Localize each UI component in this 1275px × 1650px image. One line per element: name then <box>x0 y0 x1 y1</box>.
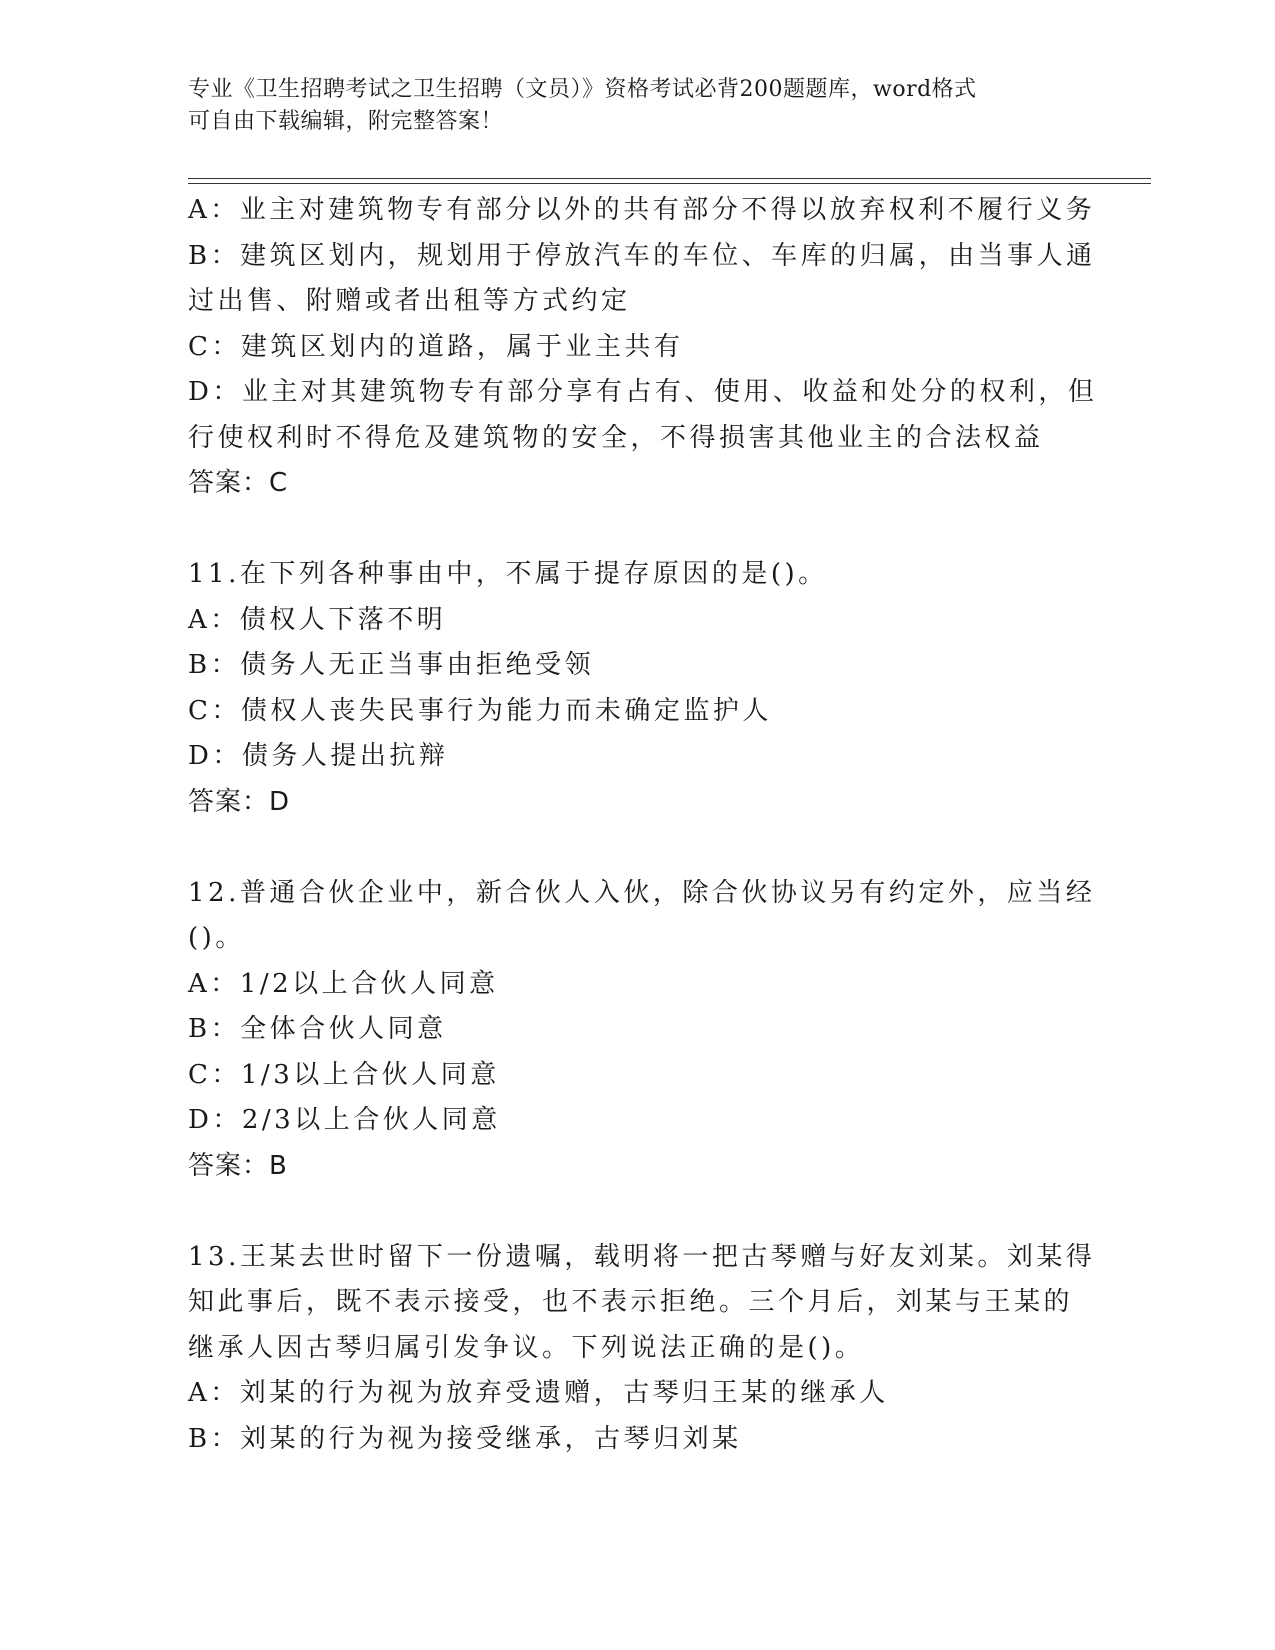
header-line-1: 专业《卫生招聘考试之卫生招聘（文员）》资格考试必背200题题库，word格式 <box>188 77 977 102</box>
answer: 答案：D <box>188 786 291 817</box>
header-divider-top <box>188 178 1151 179</box>
question-stem: 13.王某去世时留下一份遗嘱，载明将一把古琴赠与好友刘某。刘某得 <box>188 1241 1096 1272</box>
question-stem: ()。 <box>188 923 245 953</box>
option-a: A：债权人下落不明 <box>188 604 447 635</box>
question-stem: 继承人因古琴归属引发争议。下列说法正确的是()。 <box>188 1332 865 1363</box>
option-b-line: 过出售、附赠或者出租等方式约定 <box>188 286 631 316</box>
question-12 <box>188 871 1096 1190</box>
option-c: C：1/3以上合伙人同意 <box>188 1059 500 1090</box>
option-c-line: C：建筑区划内的道路，属于业主共有 <box>188 331 684 362</box>
option-b: B：刘某的行为视为接受继承，古琴归刘某 <box>188 1423 742 1454</box>
question-list <box>188 188 1098 1462</box>
answer-prev: 答案：C <box>188 468 289 498</box>
option-c: C：债权人丧失民事行为能力而未确定监护人 <box>188 695 772 726</box>
question-stem: 11.在下列各种事由中，不属于提存原因的是()。 <box>188 559 828 589</box>
header-divider-bottom <box>188 183 1151 184</box>
question-13 <box>188 1235 1096 1463</box>
header-line-2: 可自由下载编辑，附完整答案！ <box>188 109 504 134</box>
option-d: D：2/3以上合伙人同意 <box>188 1105 501 1135</box>
option-a: A：1/2以上合伙人同意 <box>188 968 499 999</box>
prev-question-options <box>188 188 1098 461</box>
question-stem: 知此事后，既不表示接受，也不表示拒绝。三个月后，刘某与王某的 <box>188 1287 1074 1317</box>
option-d: D：债务人提出抗辩 <box>188 741 449 771</box>
document-header <box>188 74 1088 138</box>
answer: 答案：B <box>188 1150 288 1181</box>
option-d-line: D：业主对其建筑物专有部分享有占有、使用、收益和处分的权利，但 <box>188 377 1098 407</box>
question-stem: 12.普通合伙企业中，新合伙人入伙，除合伙协议另有约定外，应当经 <box>188 877 1096 908</box>
option-b-line: B：建筑区划内，规划用于停放汽车的车位、车库的归属，由当事人通 <box>188 240 1096 271</box>
option-a-line: A：业主对建筑物专有部分以外的共有部分不得以放弃权利不履行义务 <box>188 195 1096 225</box>
option-b: B：全体合伙人同意 <box>188 1014 447 1044</box>
option-b: B：债务人无正当事由拒绝受领 <box>188 650 595 680</box>
option-a: A：刘某的行为视为放弃受遗赠，古琴归王某的继承人 <box>188 1378 889 1408</box>
option-d-line: 行使权利时不得危及建筑物的安全，不得损害其他业主的合法权益 <box>188 422 1044 453</box>
question-11 <box>188 552 1068 825</box>
